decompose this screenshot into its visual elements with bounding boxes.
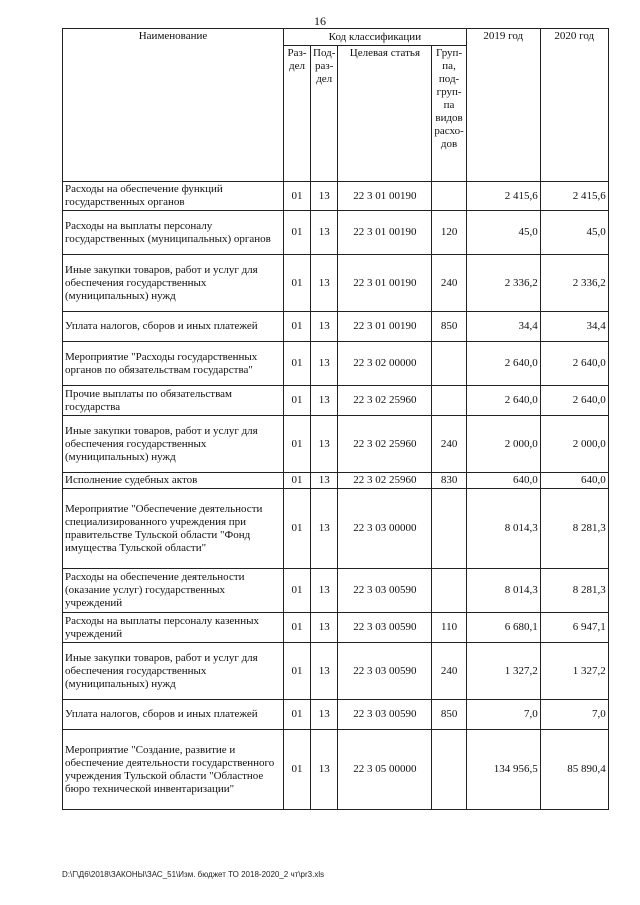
row-2020-value-cell: 34,4 xyxy=(540,312,608,342)
header-name: Наименование xyxy=(63,29,284,182)
header-target-article: Целевая статья xyxy=(338,46,432,182)
table-row xyxy=(63,255,609,312)
row-target-article-cell: 22 3 03 00590 xyxy=(338,569,432,613)
row-subsection-cell: 13 xyxy=(311,473,338,489)
row-section-cell: 01 xyxy=(284,386,311,416)
row-expense-type-cell: 240 xyxy=(432,416,466,473)
row-name-cell: Расходы на выплаты персоналу государственных (муниципальных) органов xyxy=(63,211,284,255)
budget-table xyxy=(62,28,609,810)
row-subsection-cell: 13 xyxy=(311,569,338,613)
row-2019-value-cell: 640,0 xyxy=(466,473,540,489)
row-2019-value-cell: 2 640,0 xyxy=(466,386,540,416)
row-expense-type-cell xyxy=(432,386,466,416)
row-expense-type-cell: 240 xyxy=(432,255,466,312)
table-row xyxy=(63,312,609,342)
header-year-2019: 2019 год xyxy=(466,29,540,182)
row-expense-type-cell: 110 xyxy=(432,613,466,643)
row-expense-type-cell xyxy=(432,569,466,613)
row-section-cell: 01 xyxy=(284,700,311,730)
row-name-cell: Уплата налогов, сборов и иных платежей xyxy=(63,700,284,730)
row-expense-type-cell: 850 xyxy=(432,700,466,730)
row-expense-type-cell: 850 xyxy=(432,312,466,342)
row-2019-value-cell: 134 956,5 xyxy=(466,730,540,810)
row-section-cell: 01 xyxy=(284,182,311,211)
table-row xyxy=(63,700,609,730)
row-2020-value-cell: 6 947,1 xyxy=(540,613,608,643)
row-expense-type-cell xyxy=(432,730,466,810)
row-section-cell: 01 xyxy=(284,473,311,489)
row-subsection-cell: 13 xyxy=(311,312,338,342)
row-name-cell: Иные закупки товаров, работ и услуг для обеспечения государственных (муниципальных) нужд xyxy=(63,643,284,700)
row-2020-value-cell: 8 281,3 xyxy=(540,489,608,569)
row-2020-value-cell: 2 000,0 xyxy=(540,416,608,473)
row-name-cell: Исполнение судебных актов xyxy=(63,473,284,489)
row-expense-type-cell: 830 xyxy=(432,473,466,489)
row-target-article-cell: 22 3 03 00590 xyxy=(338,700,432,730)
row-subsection-cell: 13 xyxy=(311,182,338,211)
row-2019-value-cell: 8 014,3 xyxy=(466,569,540,613)
row-section-cell: 01 xyxy=(284,416,311,473)
row-2019-value-cell: 2 000,0 xyxy=(466,416,540,473)
row-2019-value-cell: 45,0 xyxy=(466,211,540,255)
row-2019-value-cell: 2 415,6 xyxy=(466,182,540,211)
table-row xyxy=(63,489,609,569)
file-path-footer: D:\Г\Д6\2018\ЗАКОНЫ\ЗАС_51\Изм. бюджет ТО 2018-2020_2 чт\pr3.xls xyxy=(62,870,325,879)
row-target-article-cell: 22 3 02 25960 xyxy=(338,416,432,473)
row-target-article-cell: 22 3 01 00190 xyxy=(338,182,432,211)
row-target-article-cell: 22 3 02 25960 xyxy=(338,473,432,489)
row-2020-value-cell: 45,0 xyxy=(540,211,608,255)
row-target-article-cell: 22 3 02 00000 xyxy=(338,342,432,386)
row-2020-value-cell: 2 640,0 xyxy=(540,386,608,416)
header-expense-type: Груп- па, под- груп- па видов расхо- дов xyxy=(432,46,466,182)
table-row xyxy=(63,211,609,255)
row-target-article-cell: 22 3 02 25960 xyxy=(338,386,432,416)
row-section-cell: 01 xyxy=(284,342,311,386)
row-name-cell: Расходы на обеспечение деятельности (оказание услуг) государственных учреждений xyxy=(63,569,284,613)
table-row xyxy=(63,473,609,489)
row-section-cell: 01 xyxy=(284,613,311,643)
row-subsection-cell: 13 xyxy=(311,211,338,255)
row-2020-value-cell: 7,0 xyxy=(540,700,608,730)
row-section-cell: 01 xyxy=(284,255,311,312)
row-subsection-cell: 13 xyxy=(311,700,338,730)
row-subsection-cell: 13 xyxy=(311,730,338,810)
row-2020-value-cell: 2 415,6 xyxy=(540,182,608,211)
row-target-article-cell: 22 3 05 00000 xyxy=(338,730,432,810)
table-row xyxy=(63,386,609,416)
row-name-cell: Расходы на обеспечение функций государственных органов xyxy=(63,182,284,211)
row-expense-type-cell: 240 xyxy=(432,643,466,700)
header-subsection: Под- раз- дел xyxy=(311,46,338,182)
page-number: 16 xyxy=(314,14,326,28)
table-row xyxy=(63,182,609,211)
row-2020-value-cell: 2 640,0 xyxy=(540,342,608,386)
row-2020-value-cell: 8 281,3 xyxy=(540,569,608,613)
row-section-cell: 01 xyxy=(284,312,311,342)
table-row xyxy=(63,416,609,473)
table-row xyxy=(63,569,609,613)
row-name-cell: Мероприятие "Обеспечение деятельности специализированного учреждения при правительстве Тульской области "Фонд имущества Тульской области" xyxy=(63,489,284,569)
row-subsection-cell: 13 xyxy=(311,386,338,416)
row-2020-value-cell: 1 327,2 xyxy=(540,643,608,700)
row-subsection-cell: 13 xyxy=(311,255,338,312)
header-code-group: Код классификации xyxy=(284,29,467,46)
row-target-article-cell: 22 3 03 00000 xyxy=(338,489,432,569)
row-name-cell: Иные закупки товаров, работ и услуг для обеспечения государственных (муниципальных) нужд xyxy=(63,255,284,312)
row-name-cell: Мероприятие "Расходы государственных органов по обязательствам государства" xyxy=(63,342,284,386)
row-name-cell: Уплата налогов, сборов и иных платежей xyxy=(63,312,284,342)
row-2019-value-cell: 7,0 xyxy=(466,700,540,730)
row-name-cell: Мероприятие "Создание, развитие и обеспечение деятельности государственного учреждения Тульской области "Областное бюро технической инвентаризации" xyxy=(63,730,284,810)
row-subsection-cell: 13 xyxy=(311,342,338,386)
row-expense-type-cell xyxy=(432,182,466,211)
table-row xyxy=(63,342,609,386)
row-target-article-cell: 22 3 03 00590 xyxy=(338,613,432,643)
row-expense-type-cell xyxy=(432,489,466,569)
header-section: Раз- дел xyxy=(284,46,311,182)
row-2020-value-cell: 85 890,4 xyxy=(540,730,608,810)
row-subsection-cell: 13 xyxy=(311,643,338,700)
row-target-article-cell: 22 3 01 00190 xyxy=(338,211,432,255)
row-subsection-cell: 13 xyxy=(311,613,338,643)
row-section-cell: 01 xyxy=(284,730,311,810)
row-target-article-cell: 22 3 01 00190 xyxy=(338,255,432,312)
row-2019-value-cell: 1 327,2 xyxy=(466,643,540,700)
row-expense-type-cell: 120 xyxy=(432,211,466,255)
row-2019-value-cell: 8 014,3 xyxy=(466,489,540,569)
row-section-cell: 01 xyxy=(284,211,311,255)
row-target-article-cell: 22 3 03 00590 xyxy=(338,643,432,700)
row-2019-value-cell: 6 680,1 xyxy=(466,613,540,643)
row-2019-value-cell: 2 336,2 xyxy=(466,255,540,312)
table-row xyxy=(63,613,609,643)
row-name-cell: Расходы на выплаты персоналу казенных учреждений xyxy=(63,613,284,643)
table-row xyxy=(63,643,609,700)
row-2020-value-cell: 640,0 xyxy=(540,473,608,489)
row-2020-value-cell: 2 336,2 xyxy=(540,255,608,312)
row-target-article-cell: 22 3 01 00190 xyxy=(338,312,432,342)
row-section-cell: 01 xyxy=(284,489,311,569)
row-name-cell: Прочие выплаты по обязательствам государства xyxy=(63,386,284,416)
header-year-2020: 2020 год xyxy=(540,29,608,182)
row-subsection-cell: 13 xyxy=(311,489,338,569)
row-subsection-cell: 13 xyxy=(311,416,338,473)
row-2019-value-cell: 34,4 xyxy=(466,312,540,342)
table-row xyxy=(63,730,609,810)
row-section-cell: 01 xyxy=(284,643,311,700)
row-section-cell: 01 xyxy=(284,569,311,613)
row-expense-type-cell xyxy=(432,342,466,386)
row-name-cell: Иные закупки товаров, работ и услуг для обеспечения государственных (муниципальных) нужд xyxy=(63,416,284,473)
row-2019-value-cell: 2 640,0 xyxy=(466,342,540,386)
